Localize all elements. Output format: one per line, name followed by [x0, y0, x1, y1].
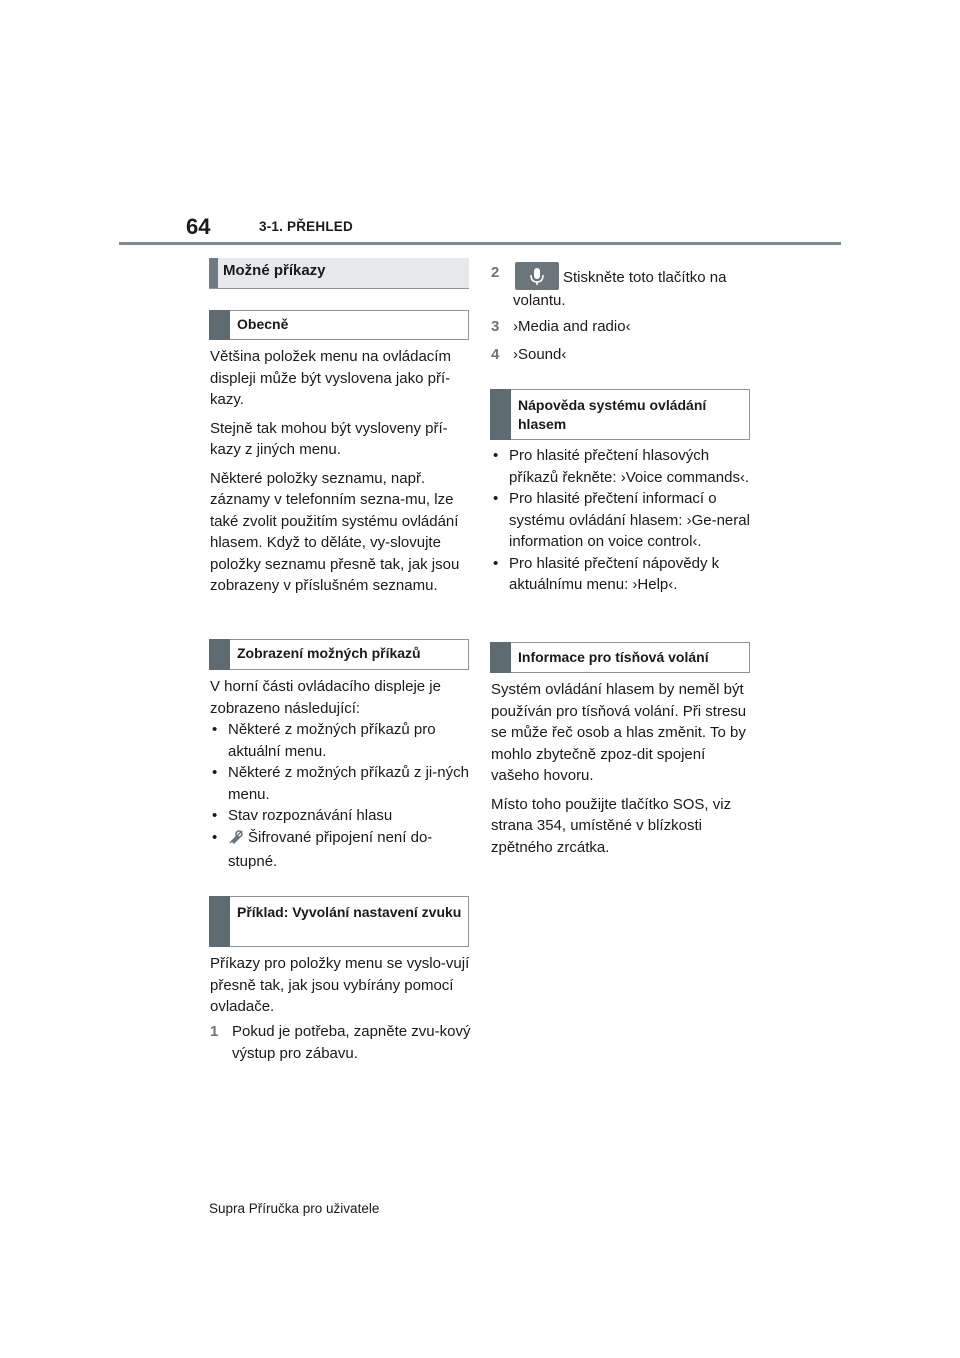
- step-text: Pokud je potřeba, zapněte zvu-kový výstup pro zábavu.: [232, 1023, 471, 1062]
- step-text: ›Sound‹: [513, 346, 567, 363]
- list-item: • Některé z možných příkazů z ji-ných menu.: [212, 764, 469, 803]
- paragraph: Systém ovládání hlasem by neměl být používán pro tísňová volání. Při stresu se může řeč osob a hlas změnit. To by mohlo zbytečně zpoz-dit spojení vašeho hovoru.: [491, 681, 747, 784]
- heading-bar: [490, 642, 511, 673]
- paragraph: Některé položky seznamu, např. záznamy v telefonním sezna-mu, lze také zvolit použitím systému ovládání hlasem. Když to děláte, vy-slovujte položky seznamu přesně tak, jak jsou zobrazeny v příslušném seznamu.: [210, 469, 460, 594]
- paragraph: Místo toho použijte tlačítko SOS, viz strana 354, umístěné v blízkosti zpětného zrcátka.: [491, 795, 732, 856]
- paragraph-block: [491, 679, 753, 858]
- heading-bar: [209, 896, 230, 947]
- step-number: 2: [491, 264, 500, 281]
- footer-text: Supra Příručka pro uživatele: [209, 1201, 380, 1216]
- heading-bar: [209, 639, 230, 670]
- list-item: • Pro hlasité přečtení hlasových příkazů řekněte: ›Voice commands‹.: [493, 447, 750, 486]
- subheading-emergency: [490, 642, 750, 673]
- step-1: [210, 1021, 472, 1064]
- microphone-icon: [515, 262, 559, 290]
- step-3: [491, 316, 753, 338]
- heading-bar: [209, 310, 230, 340]
- step-2: [491, 262, 753, 312]
- paragraph: Většina položek menu na ovládacím displeji může být vyslovena jako pří-kazy.: [210, 348, 451, 408]
- heading-text: Zobrazení možných příkazů: [237, 645, 421, 661]
- heading-text: Příklad: Vyvolání nastavení zvuku: [237, 904, 462, 920]
- heading-bar: [490, 389, 511, 440]
- bullet-list: [491, 445, 753, 596]
- paragraph-block: [210, 346, 472, 597]
- step-text: ›Media and radio‹: [513, 318, 631, 335]
- paragraph: V horní části ovládacího displeje je zobrazeno následující:: [210, 678, 441, 717]
- section-heading-main: [209, 258, 469, 289]
- chapter-title: 3-1. PŘEHLED: [259, 219, 353, 234]
- subheading-general: [209, 310, 469, 340]
- paragraph: Stejně tak mohou být vysloveny pří-kazy z jiných menu.: [210, 419, 448, 458]
- heading-bar: [209, 258, 218, 288]
- list-item: • Některé z možných příkazů pro aktuální menu.: [212, 721, 436, 760]
- subheading-commands: [209, 639, 469, 670]
- heading-text: Obecně: [237, 316, 289, 332]
- subheading-voice-help: [490, 389, 750, 440]
- bullet-list: [210, 719, 472, 873]
- heading-text: Nápověda systému ovládání hlasem: [518, 397, 707, 432]
- list-item: • Pro hlasité přečtení informací o systému ovládání hlasem: ›Ge-neral information on voice control‹.: [493, 490, 750, 550]
- list-item: • Šifrované připojení není do-stupné.: [212, 828, 433, 870]
- step-number: 1: [210, 1023, 219, 1040]
- step-text: Stiskněte toto tlačítko na volantu.: [513, 269, 727, 309]
- heading-text: Informace pro tísňová volání: [518, 649, 709, 665]
- encryption-unavailable-icon: [228, 829, 244, 852]
- step-number: 4: [491, 346, 500, 363]
- list-item: • Pro hlasité přečtení nápovědy k aktuálnímu menu: ›Help‹.: [493, 554, 720, 593]
- step-number: 3: [491, 318, 500, 335]
- page-number: 64: [186, 214, 211, 239]
- subheading-example: [209, 896, 469, 947]
- list-item: • Stav rozpoznávání hlasu: [212, 807, 393, 824]
- paragraph: Příkazy pro položky menu se vyslo-vují přesně tak, jak jsou vybírány pomocí ovladače.: [210, 955, 470, 1015]
- step-4: [491, 344, 753, 366]
- header-divider: [119, 242, 841, 245]
- heading-text: Možné příkazy: [223, 262, 326, 279]
